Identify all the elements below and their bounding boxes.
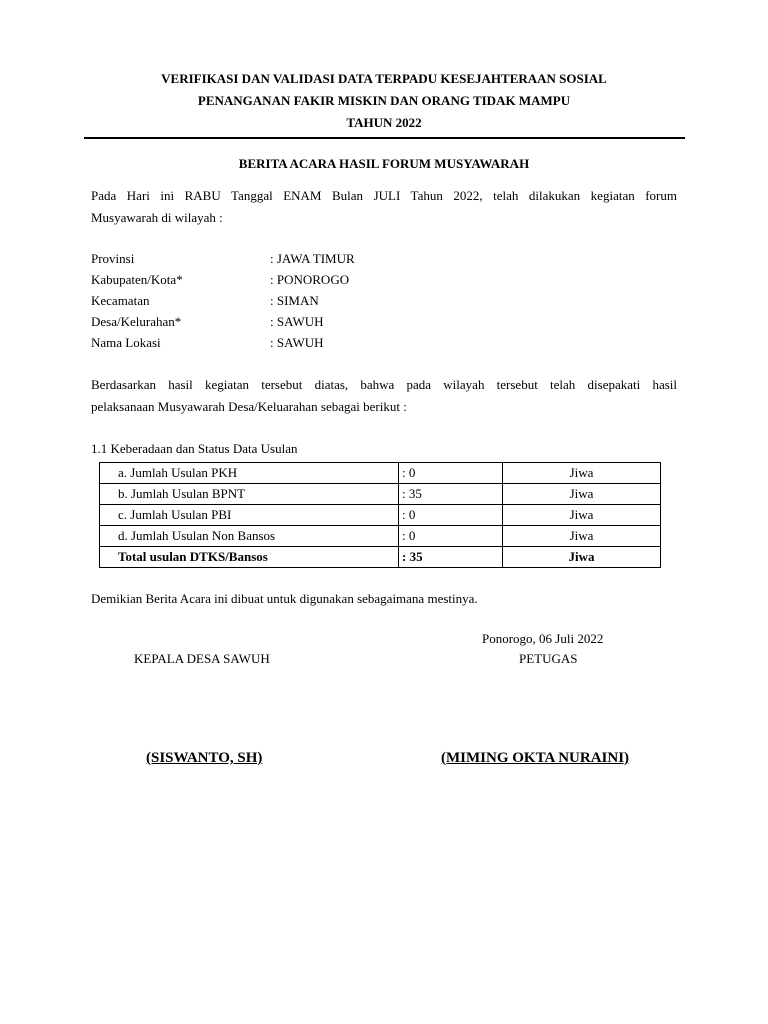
location-value-kecamatan: : SIMAN: [270, 293, 319, 308]
location-label-kecamatan: Kecamatan: [91, 293, 150, 308]
table-row: [100, 463, 661, 484]
location-value-nama-lokasi: : SAWUH: [270, 335, 324, 350]
result-line-2: pelaksanaan Musyawarah Desa/Keluarahan sebagai berikut :: [91, 399, 407, 414]
table-row: [100, 505, 661, 526]
row-value: : 0: [399, 505, 503, 526]
location-label-kabupaten: Kabupaten/Kota*: [91, 272, 183, 287]
intro-line-2: Musyawarah di wilayah :: [91, 210, 223, 225]
signatory-name-left: (SISWANTO, SH): [146, 750, 263, 766]
header-line-1: VERIFIKASI DAN VALIDASI DATA TERPADU KESEJAHTERAAN SOSIAL: [161, 71, 607, 86]
row-value: : 35: [399, 484, 503, 505]
document-title: BERITA ACARA HASIL FORUM MUSYAWARAH: [238, 156, 530, 171]
signatory-role-left: KEPALA DESA SAWUH: [134, 651, 270, 666]
section-heading: 1.1 Keberadaan dan Status Data Usulan: [91, 441, 298, 456]
table-row: [100, 484, 661, 505]
row-unit: Jiwa: [503, 526, 661, 547]
total-value: : 35: [399, 547, 503, 568]
row-value: : 0: [399, 526, 503, 547]
location-value-desa: : SAWUH: [270, 314, 324, 329]
row-label: c. Jumlah Usulan PBI: [100, 505, 399, 526]
usulan-table: [99, 462, 661, 568]
header-line-2: PENANGANAN FAKIR MISKIN DAN ORANG TIDAK MAMPU: [197, 93, 571, 108]
location-value-provinsi: : JAWA TIMUR: [270, 251, 355, 266]
location-label-provinsi: Provinsi: [91, 251, 135, 266]
location-label-nama-lokasi: Nama Lokasi: [91, 335, 161, 350]
signatory-role-right: PETUGAS: [519, 651, 578, 666]
row-value: : 0: [399, 463, 503, 484]
table-total-row: [100, 547, 661, 568]
row-unit: Jiwa: [503, 505, 661, 526]
row-label: d. Jumlah Usulan Non Bansos: [100, 526, 399, 547]
total-unit: Jiwa: [503, 547, 661, 568]
intro-line-1: Pada Hari ini RABU Tanggal ENAM Bulan JULI Tahun 2022, telah dilakukan kegiatan forum: [91, 188, 677, 203]
row-label: a. Jumlah Usulan PKH: [100, 463, 399, 484]
row-unit: Jiwa: [503, 484, 661, 505]
location-label-desa: Desa/Kelurahan*: [91, 314, 182, 329]
signatory-name-right: (MIMING OKTA NURAINI): [441, 750, 630, 766]
closing-statement: Demikian Berita Acara ini dibuat untuk digunakan sebagaimana mestinya.: [91, 591, 478, 606]
place-date: Ponorogo, 06 Juli 2022: [482, 631, 604, 646]
result-line-1: Berdasarkan hasil kegiatan tersebut diatas, bahwa pada wilayah tersebut telah disepakati hasil: [91, 377, 677, 392]
row-label: b. Jumlah Usulan BPNT: [100, 484, 399, 505]
table-row: [100, 526, 661, 547]
row-unit: Jiwa: [503, 463, 661, 484]
location-value-kabupaten: : PONOROGO: [270, 272, 350, 287]
header-divider: [84, 137, 685, 139]
total-label: Total usulan DTKS/Bansos: [100, 547, 399, 568]
header-line-3: TAHUN 2022: [346, 115, 422, 130]
